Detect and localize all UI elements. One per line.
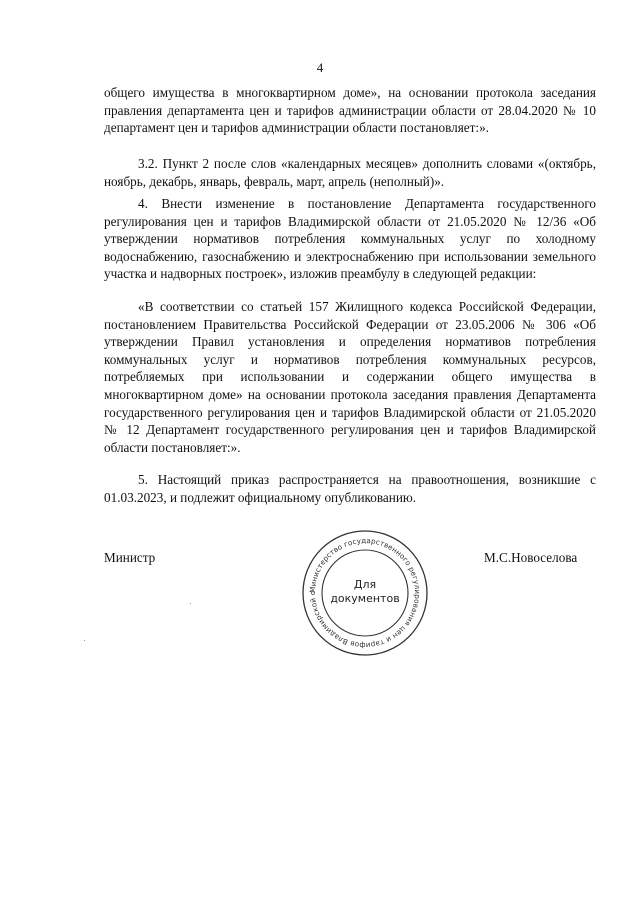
seal-ring-text: Министерство государственного регулирования цен и тарифов Владимирской о (307, 535, 423, 651)
signatory-title: Министр (104, 550, 156, 565)
official-seal (300, 528, 430, 658)
seal-graphic (300, 528, 430, 658)
seal-center-line1: Для (353, 578, 377, 591)
document-body-item-3-2 (104, 155, 596, 190)
paragraph-quoted-preamble: «В соответствии со статьей 157 Жилищного кодекса Российской Федерации, постановлением Правительства Российской Федерации от 23.05.2006 № 306 «Об утверждении Правил установления и определения нормативов потребления коммунальных услуг и нормативов потребления коммунальных ресурсов, потребляемых при использовании и содержании общего имущества в многоквартирном доме» на основании протокола заседания правления Департамента государственного регулирования цен и тарифов Владимирской области от 21.05.2020 № 12 Департамент государственного регулирования цен и тарифов Владимирской области постановляет:». (104, 299, 596, 455)
paragraph-continuation: общего имущества в многоквартирном доме», на основании протокола заседания правления департамента цен и тарифов администрации области от 28.04.2020 № 10 департамент цен и тарифов администрации области постановляет:». (104, 85, 596, 136)
scan-speck (84, 640, 85, 641)
paragraph-item-5: 5. Настоящий приказ распространяется на правоотношения, возникшие с 01.03.2023, и подлежит официальному опубликованию. (104, 472, 596, 505)
document-body-item-5 (104, 471, 596, 506)
document-body (104, 84, 596, 137)
signatory-name: М.С.Новоселова (484, 550, 578, 565)
document-body-item-4 (104, 195, 596, 283)
paragraph-item-4: 4. Внести изменение в постановление Департамента государственного регулирования цен и тарифов Владимирской области от 21.05.2020 № 12/36 «Об утверждении нормативов потребления коммунальных услуг по холодному водоснабжению, газоснабжению и электроснабжению при использовании земельного участка и надворных построек», изложив преамбулу в следующей редакции: (104, 196, 596, 282)
document-body-quote (104, 298, 596, 456)
page-number: 4 (316, 60, 324, 75)
seal-center-line2: документов (330, 592, 400, 605)
paragraph-item-3-2: 3.2. Пункт 2 после слов «календарных месяцев» дополнить словами «(октябрь, ноябрь, декабрь, январь, февраль, март, апрель (неполный)». (104, 156, 596, 189)
scan-speck (190, 603, 191, 604)
